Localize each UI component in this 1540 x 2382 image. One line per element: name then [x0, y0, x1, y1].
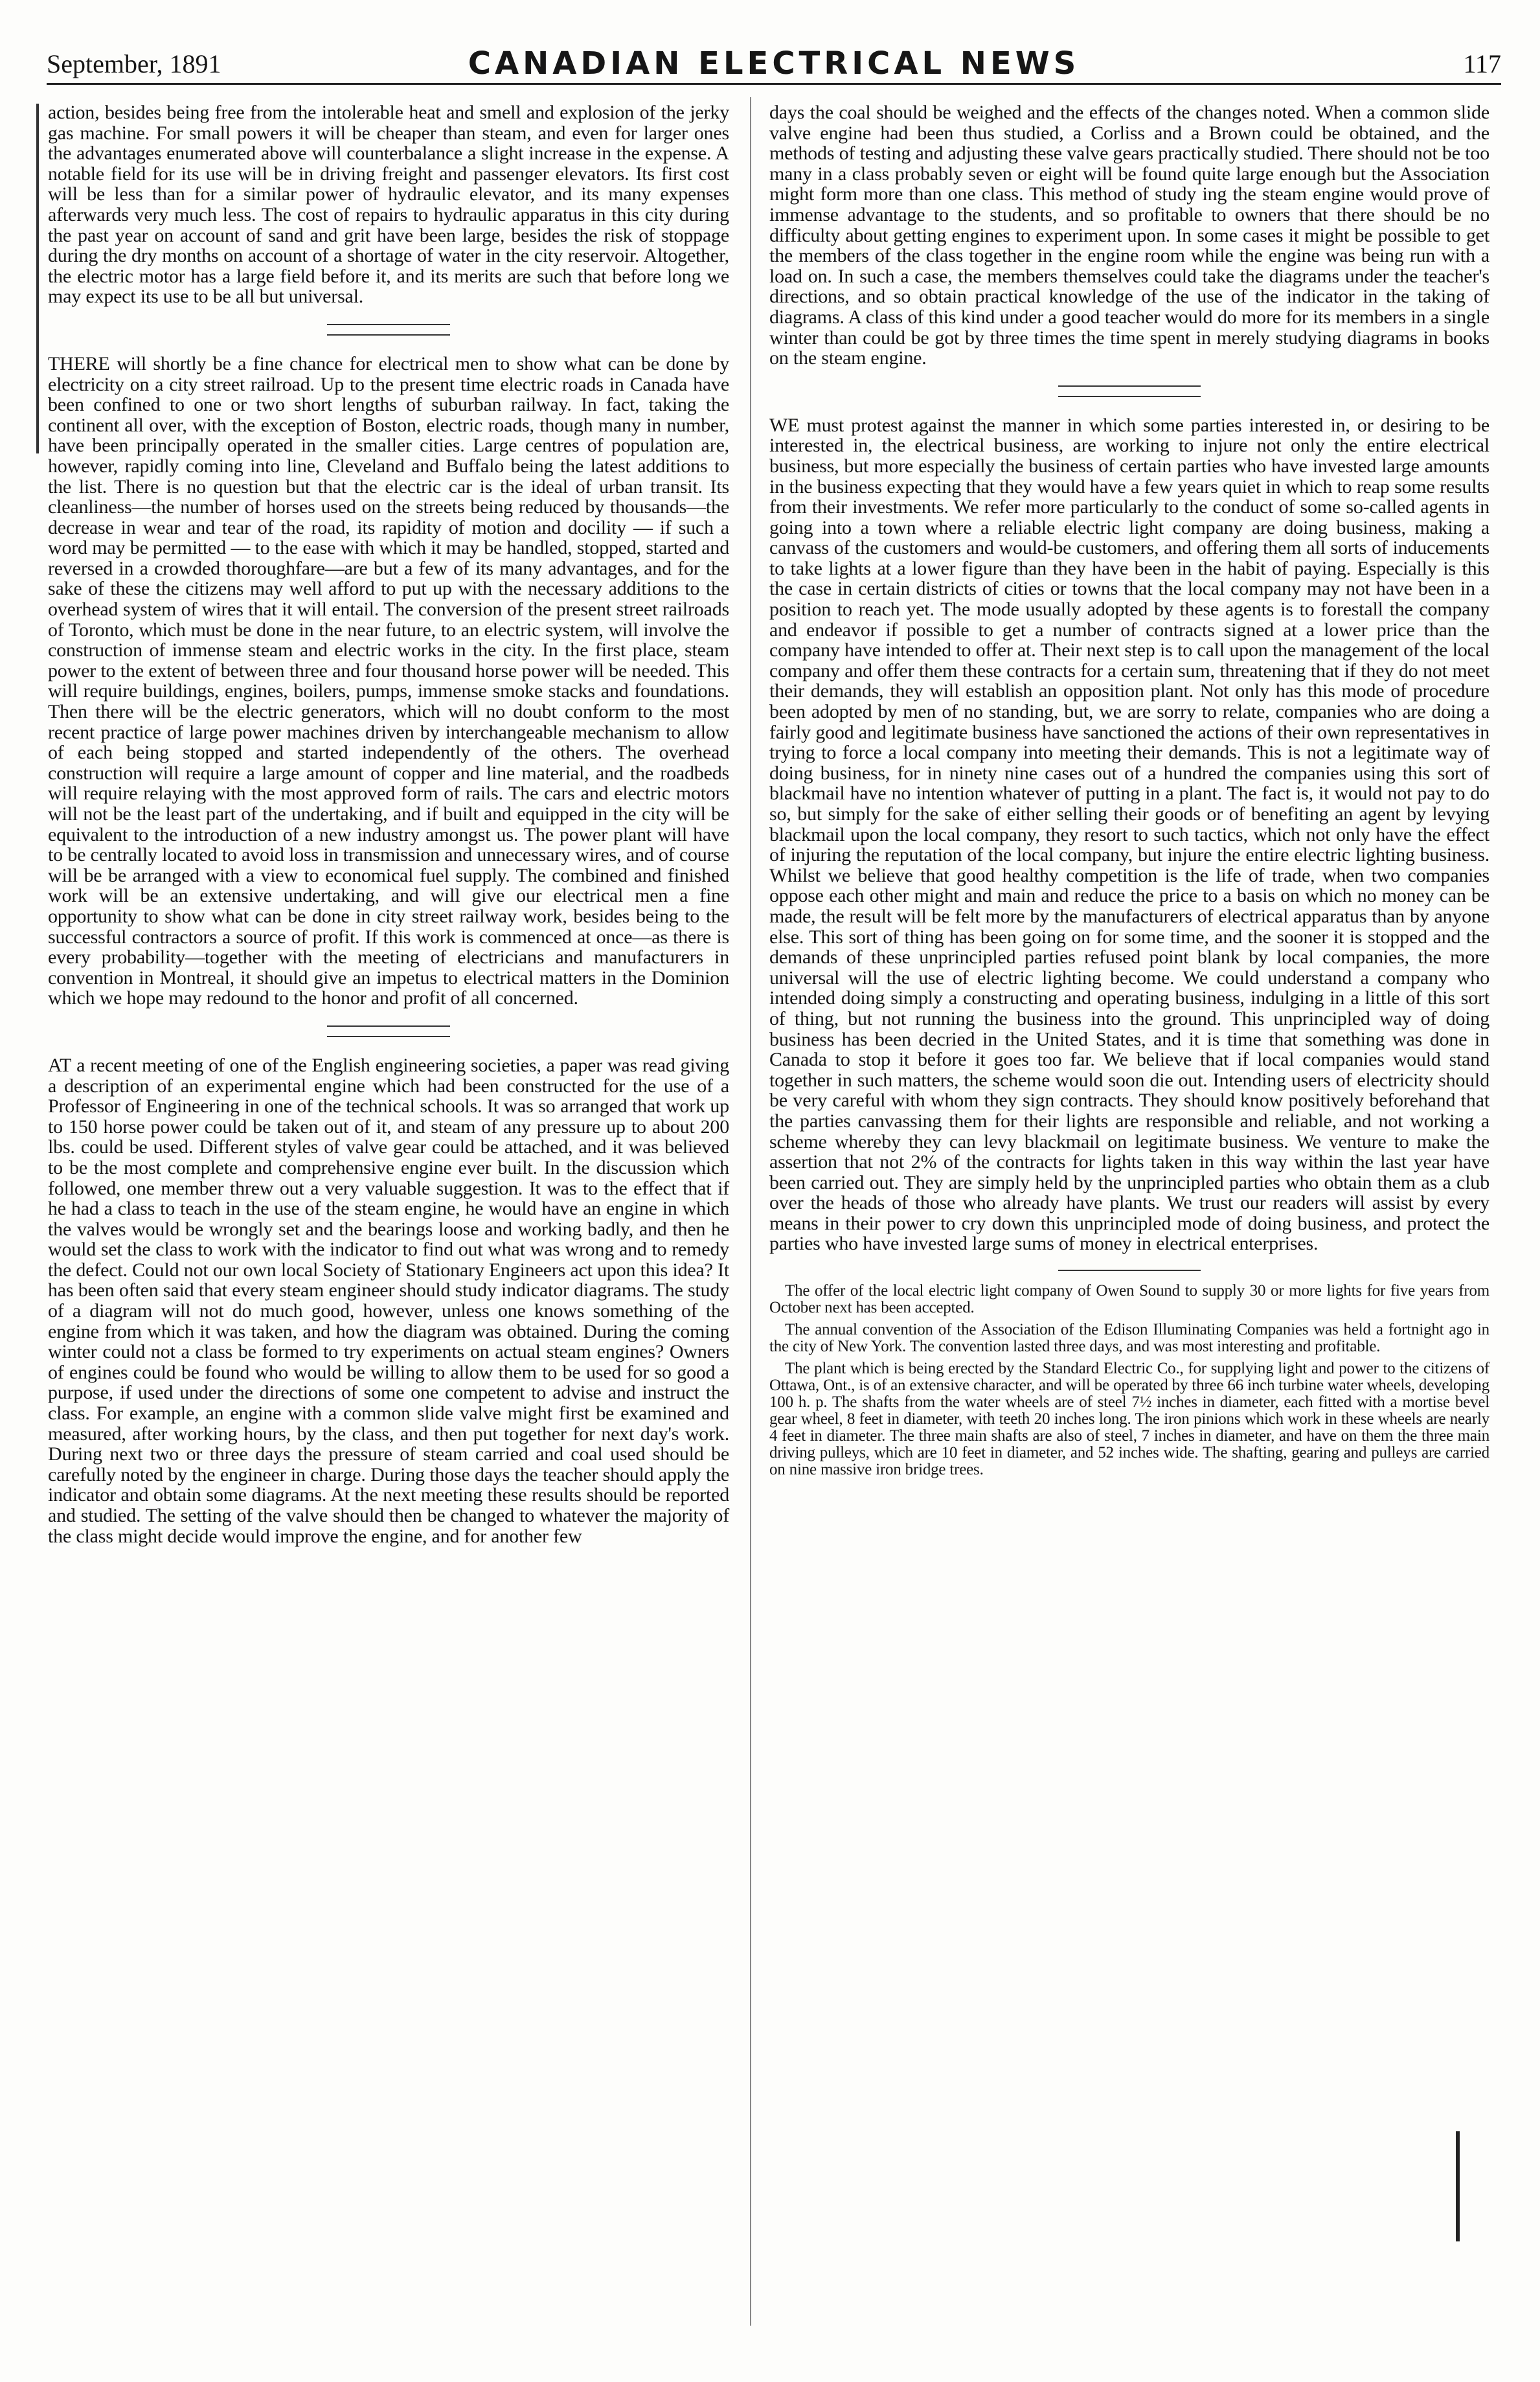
margin-mark	[36, 104, 39, 453]
article-street-railroad	[48, 354, 729, 1009]
page-number: 117	[1463, 49, 1501, 78]
news-note-edison-convention: The annual convention of the Association of the Edison Illuminating Companies was held a fortnight ago in the city of New York. The convention lasted three days, and was most interesting and profitable.	[769, 1321, 1489, 1356]
right-column	[769, 102, 1489, 1483]
lead-word: THERE	[48, 352, 110, 374]
news-note-ottawa-plant: The plant which is being erected by the Standard Electric Co., for supplying light and power to the citizens of Ottawa, Ont., is of an extensive character, and will be operated by three 66 inch turbine water wheels, developing 100 h. p. The shafts from the water wheels are of steel 7½ inches in diameter, each fitted with a mortise bevel gear wheel, 8 feet in diameter, with teeth 20 inches long. The iron pinions which work in these wheels are nearly 4 feet in diameter. The three main shafts are also of steel, 7 inches in diameter, and have on them the three main driving pulleys, which are 10 feet in diameter, and 52 inches wide. The shafting, gearing and pulleys are carried on nine massive iron bridge trees.	[769, 1360, 1489, 1479]
section-separator	[327, 1025, 450, 1037]
article-body: a recent meeting of one of the English engineering societies, a paper was read giving a description of an experimental engine which had been constructed for the use of a Professor of Engineering in one of the technical schools. It was so arranged that work up to 150 horse power could be taken out of it, and steam of any pressure up to about 200 lbs. could be used. Different styles of valve gear could be attached, and it was believed to be the most complete and comprehensive engine ever built. In the discussion which followed, one member threw out a very valuable suggestion. It was to the effect that if he had a class to teach in the use of the steam engine, he would have an engine in which the valves would be wrongly set and the bearings loose and working badly, and then he would set the class to work with the indicator to find out what was wrong and to remedy the defect. Could not our own local Society of Stationary Engineers act upon this idea? It has been often said that every steam engineer should study indicator diagrams. The study of a diagram will not do much good, however, unless one knows something of the engine from which it was taken, and how the diagram was obtained. During the coming winter could not a class be formed to try experiments on actual steam engines? Owners of engines could be found who would be willing to allow them to be used for so good a purpose, if used under the directions of some one competent to advise and instruct the class. For example, an engine with a common slide valve might first be examined and measured, after working hours, by the class, and then put together for next day's work. During next two or three days the pressure of steam carried and coal used should be carefully noted by the engineer in charge. During those days the teacher should apply the indicator and obtain some diagrams. At the next meeting these results should be reported and studied. The setting of the valve should then be changed to whatever the majority of the class might decide would improve the engine, and for another few	[48, 1054, 729, 1547]
lead-word: AT	[48, 1054, 72, 1076]
column-divider	[750, 97, 751, 2326]
article-blackmail-agents	[769, 415, 1489, 1254]
article-experimental-engine	[48, 1055, 729, 1546]
section-separator	[1058, 385, 1201, 397]
article-paragraph-electric-motor: action, besides being free from the intolerable heat and smell and explosion of the jerky gas machine. For small powers it will be cheaper than steam, and even for larger ones the advantages enumerated above will counterbalance a slight increase in the expense. A notable field for its use will be in driving freight and passenger elevators. Its first cost will be less than for a similar power of hydraulic elevator, and its many expenses afterwards very much less. The cost of repairs to hydraulic apparatus in this city during the past year on account of sand and grit have been large, besides the risk of stoppage during the dry months on account of a shortage of water in the city reservoir. Altogether, the electric motor has a large field before it, and its merits are such that before long we may expect its use to be all but universal.	[48, 102, 729, 308]
section-separator	[327, 324, 450, 336]
article-paragraph-steam-engine-class: days the coal should be weighed and the effects of the changes noted. When a common slide valve engine had been thus studied, a Corliss and a Brown could be obtained, and the methods of testing and adjusting these valve gears practically studied. There should not be too many in a class probably seven or eight will be found quite large enough but the Association might form more than one class. This method of study ing the steam engine would prove of immense advantage to the students, and so profitable to owners that there should be no difficulty about getting engines to experiment upon. In some cases it might be possible to get the members of the class together in the engine room while the engine was being run with a load on. In such a case, the members themselves could take the diagrams under the teacher's directions, and so obtain practical knowledge of the use of the indicator in the taking of diagrams. A class of this kind under a good teacher would do more for its members in a single winter than could be got by three times the time spent in merely studying diagrams in books on the steam engine.	[769, 102, 1489, 369]
publication-title: CANADIAN ELECTRICAL NEWS	[468, 45, 1080, 82]
notes-separator	[1058, 1270, 1201, 1271]
left-column	[48, 102, 729, 1546]
article-body: will shortly be a fine chance for electrical men to show what can be done by electricity on a city street railroad. Up to the present time electric roads in Canada have been confined to one or two short lengths of suburban railway. In fact, taking the continent all over, with the exception of Boston, electric roads, though many in number, have been principally operated in the smaller cities. Large centres of population are, however, rapidly coming into line, Cleveland and Buffalo being the latest additions to the list. There is no question but that the electric car is the ideal of urban transit. Its cleanliness—the number of horses used on the streets being reduced by thousands—the decrease in wear and tear of the road, its rapidity of motion and docility — if such a word may be permitted — to the ease with which it may be handled, stopped, started and reversed in a crowded thoroughfare—are but a few of its many advantages, and for the sake of these the citizens may well afford to put up with the necessary additions to the overhead system of wires that it will entail. The conversion of the present street railroads of Toronto, which must be done in the near future, to an electric system, will involve the construction of immense steam and electric works in the city. In the first place, steam power to the extent of between three and four thousand horse power will be needed. This will require buildings, engines, boilers, pumps, immense smoke stacks and foundations. Then there will be the electric generators, which will no doubt conform to the most recent practice of large power machines driven by interchangeable mechanism to allow of each being stopped and started independently of the others. The overhead construction will require a large amount of copper and line material, and the roadbeds will require relaying with the most approved form of rails. The cars and electric motors will not be the least part of the undertaking, and if built and equipped in the city will be equivalent to the introduction of a new industry amongst us. The power plant will have to be centrally located to avoid loss in transmission and unnecessary wires, and of course will be be arranged with a view to economical fuel supply. The combined and finished work will be an extensive undertaking, and will give our electrical men a fine opportunity to show what can be done in city street railway work, besides being to the successful contractors a source of profit. If this work is commenced at once—as there is every probability—together with the meeting of electricians and manufacturers in convention in Montreal, it should give an impetus to electrical matters in the Dominion which we hope may redound to the honor and profit of all concerned.	[48, 352, 729, 1009]
article-body: must protest against the manner in which some parties interested in, or desiring to be interested in, the electrical business, are working to injure not only the entire electrical business, but more especially the business of certain parties who have invested large amounts in the business expecting that they would have a few years quiet in which to reap some results from their investments. We refer more particularly to the conduct of some so-called agents in going into a town where a reliable electric light company are doing business, making a canvass of the customers and would-be customers, and offering them all sorts of inducements to take lights at a lower figure than they have been in the habit of paying. Especially is this the case in certain districts of cities or towns that the local company may not have been in a position to reach yet. The mode usually adopted by these agents is to forestall the company and endeavor if possible to get a number of contracts signed at a lower price than the company have intended to offer at. Their next step is to call upon the management of the local company and offer them these contracts for a certain sum, threatening that if they do not meet their demands, they will establish an opposition plant. Not only has this mode of procedure been adopted by men of no standing, but, we are sorry to relate, companies who are doing a fairly good and legitimate business have sanctioned the actions of their own representatives in trying to force a local company into meeting their demands. This is not a legitimate way of doing business, for in ninety nine cases out of a hundred the companies using this sort of blackmail have no intention whatever of putting in a plant. The fact is, it would not pay to do so, but simply for the sake of either selling their goods or of benefiting an agent by levying blackmail upon the local company, they resort to such tactics, which not only have the effect of injuring the reputation of the local company, but injure the entire electric lighting business. Whilst we believe that good healthy competition is the life of trade, when two companies oppose each other might and main and reduce the price to a basis on which no money can be made, the result will be felt more by the manufacturers of electrical apparatus than by anyone else. This sort of thing has been going on for some time, and the sooner it is stopped and the demands of these unprincipled parties refused point blank by local companies, the more universal will the use of electric lighting become. We could understand a company who intended doing simply a constructing and operating business, indulging in a little of this sort of thing, but not running the business into the ground. This unprincipled way of doing business has been decried in the United States, and it is time that something was done in Canada to stop it before it goes too far. We believe that if local companies would stand together in such matters, the scheme would soon die out. Intending users of electricity should be very careful with whom they sign contracts. They should know positively beforehand that the parties canvassing them for their lights are responsible and reliable, and not working a scheme whereby they can levy blackmail on legitimate business. We venture to make the assertion that not 2% of the contracts for lights taken in this way within the last year have been carried out. They are simply held by the unprincipled parties who obtain them as a club over the heads of those who already have plants. We trust our readers will assist by every means in their power to cry down this unprincipled mode of doing business, and protect the parties who have invested large sums of money in electrical enterprises.	[769, 414, 1489, 1255]
lead-word: WE	[769, 414, 800, 436]
news-note-owen-sound: The offer of the local electric light company of Owen Sound to supply 30 or more lights for five years from October next has been accepted.	[769, 1282, 1489, 1317]
page-header	[47, 47, 1501, 88]
margin-mark	[1456, 2131, 1460, 2241]
issue-date: September, 1891	[47, 49, 221, 78]
header-rule	[47, 83, 1501, 85]
